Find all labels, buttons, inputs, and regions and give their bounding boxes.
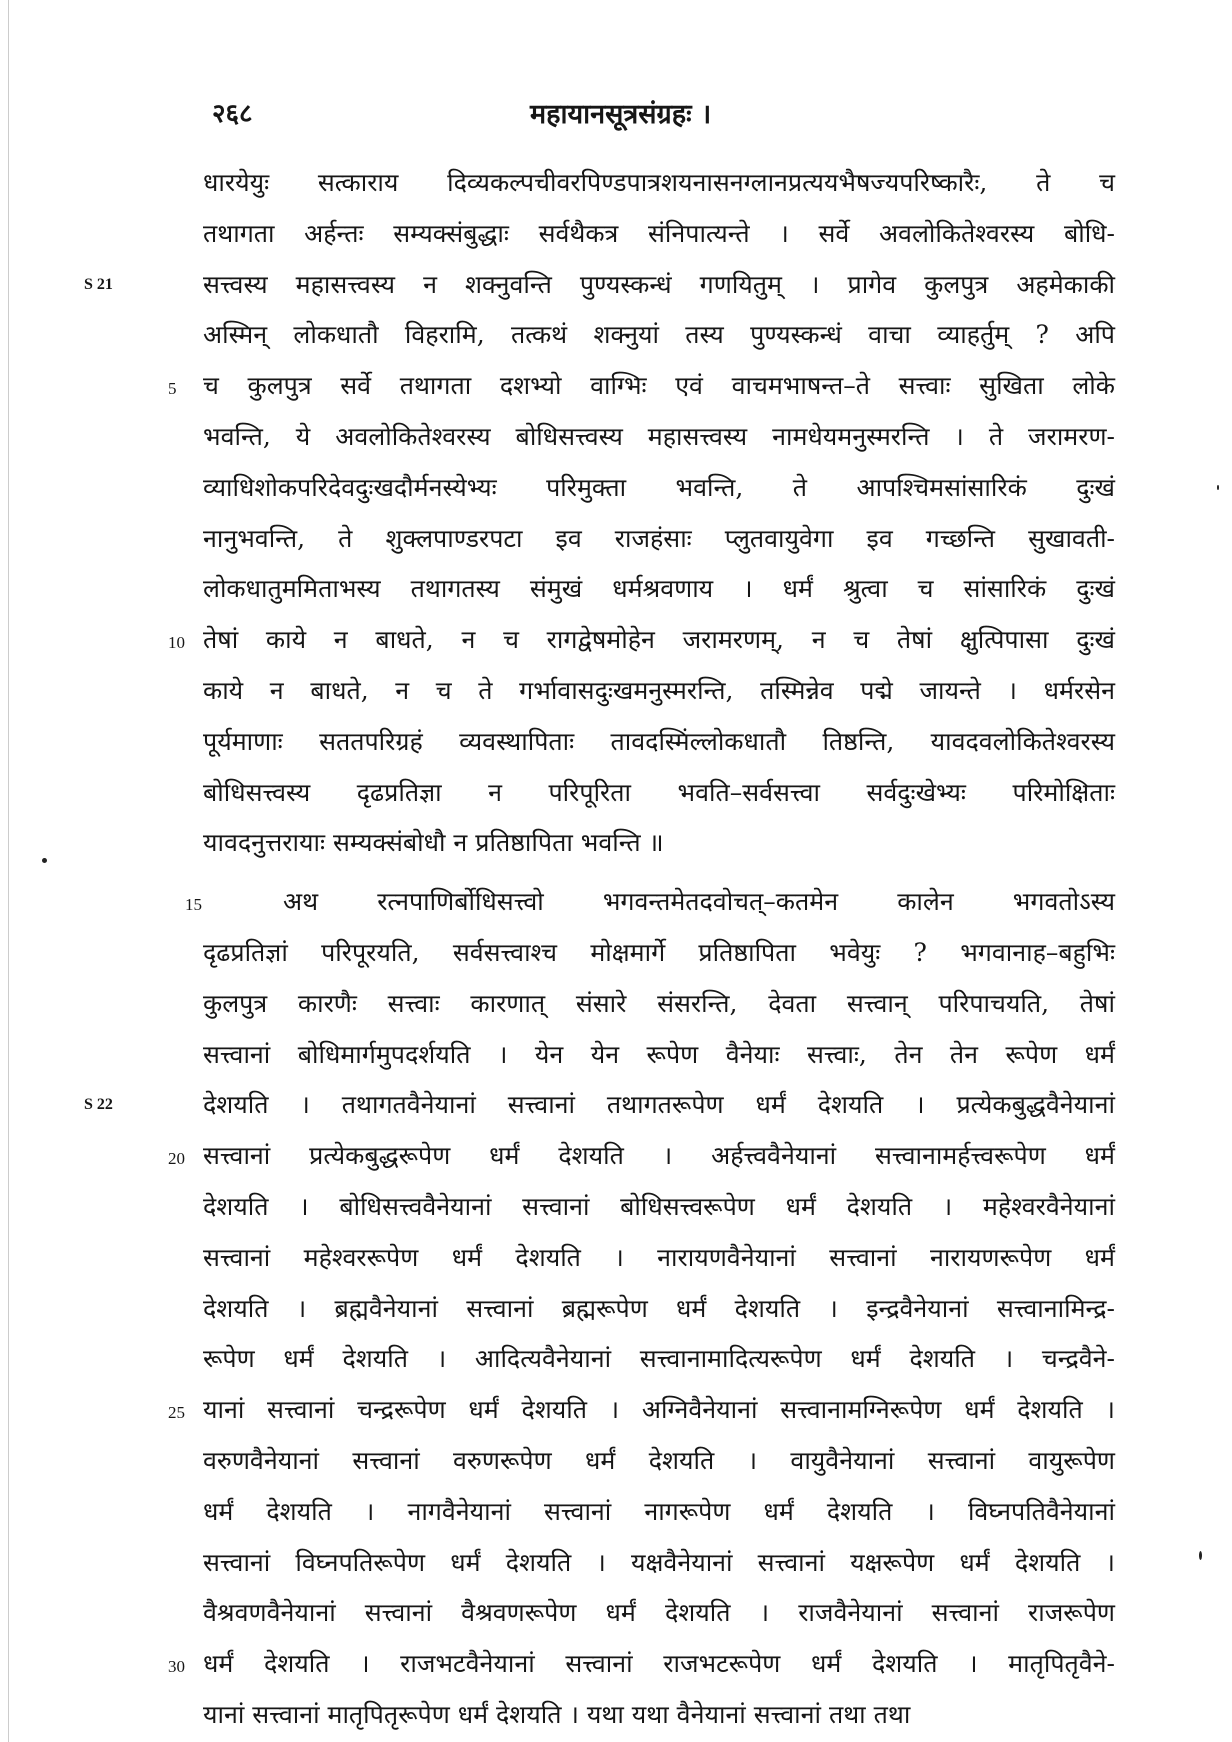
- text-line: धारयेयुः सत्काराय दिव्यकल्पचीवरपिण्डपात्रशयनासनग्लानप्रत्ययभैषज्यपरिष्कारैः, ते च: [203, 168, 1115, 197]
- text-line: देशयति । बोधिसत्त्ववैनेयानां सत्त्वानां बोधिसत्त्वरूपेण धर्मं देशयति । महेश्वरवैनेयानां: [203, 1192, 1115, 1221]
- scan-speck: [1217, 485, 1219, 490]
- text-line: वैश्रवणवैनेयानां सत्त्वानां वैश्रवणरूपेण धर्मं देशयति । राजवैनेयानां सत्त्वानां राजरूपेण: [203, 1598, 1115, 1628]
- text-line: तेषां काये न बाधते, न च रागद्वेषमोहेन जरामरणम्, न च तेषां क्षुत्पिपासा दुःखं: [203, 625, 1115, 655]
- text-line: सत्त्वानां महेश्वररूपेण धर्मं देशयति । नारायणवैनेयानां सत्त्वानां नारायणरूपेण धर्मं: [203, 1242, 1115, 1272]
- text-line: अस्मिन् लोकधातौ विहरामि, तत्कथं शक्नुयां तस्य पुण्यस्कन्धं वाचा व्याहर्तुम् ? अपि: [203, 320, 1115, 350]
- line-number: 20: [168, 1149, 185, 1169]
- text-line: वरुणवैनेयानां सत्त्वानां वरुणरूपेण धर्मं देशयति । वायुवैनेयानां सत्त्वानां वायुरूपेण: [203, 1446, 1115, 1475]
- text-line: नानुभवन्ति, ते शुक्लपाण्डरपटा इव राजहंसाः प्लुतवायुवेगा इव गच्छन्ति सुखावती-: [203, 523, 1115, 553]
- line-number: 30: [168, 1657, 185, 1677]
- text-line: सत्त्वानां प्रत्येकबुद्धरूपेण धर्मं देशयति । अर्हत्त्ववैनेयानां सत्त्वानामर्हत्त्वरूपेण धर्मं: [203, 1141, 1115, 1171]
- line-number: 10: [168, 633, 185, 653]
- running-title: महायानसूत्रसंग्रहः ।: [530, 99, 712, 130]
- text-line: पूर्यमाणाः सततपरिग्रहं व्यवस्थापिताः तावदस्मिंल्लोकधातौ तिष्ठन्ति, यावदवलोकितेश्वरस्य: [203, 726, 1115, 756]
- text-line: यानां सत्त्वानां मातृपितृरूपेण धर्मं देशयति । यथा यथा वैनेयानां सत्त्वानां तथा तथा: [203, 1700, 911, 1729]
- page-number: २६८: [212, 99, 253, 129]
- section-reference: S 22: [84, 1096, 113, 1114]
- text-line: तथागता अर्हन्तः सम्यक्संबुद्धाः सर्वथैकत्र संनिपात्यन्ते । सर्वे अवलोकितेश्वरस्य बोधि-: [203, 218, 1115, 248]
- text-line: देशयति । ब्रह्मवैनेयानां सत्त्वानां ब्रह्मरूपेण धर्मं देशयति । इन्द्रवैनेयानां सत्त्वानामिन्द्र-: [203, 1293, 1115, 1323]
- scan-speck: [1199, 1551, 1202, 1560]
- text-line: सत्त्वानां बोधिमार्गमुपदर्शयति । येन येन रूपेण वैनेयाः सत्त्वाः, तेन तेन रूपेण धर्मं: [203, 1039, 1115, 1069]
- scan-edge-line: [8, 0, 9, 1742]
- text-line: सत्त्वस्य महासत्त्वस्य न शक्नुवन्ति पुण्यस्कन्धं गणयितुम् । प्रागेव कुलपुत्र अहमेकाकी: [203, 269, 1115, 299]
- scan-speck: [42, 858, 47, 863]
- line-number: 5: [168, 379, 177, 399]
- text-line: बोधिसत्त्वस्य दृढप्रतिज्ञा न परिपूरिता भवति–सर्वसत्त्वा सर्वदुःखेभ्यः परिमोक्षिताः: [203, 777, 1115, 807]
- text-line: धर्मं देशयति । राजभटवैनेयानां सत्त्वानां राजभटरूपेण धर्मं देशयति । मातृपितृवैने-: [203, 1649, 1115, 1679]
- text-line: यावदनुत्तरायाः सम्यक्संबोधौ न प्रतिष्ठापिता भवन्ति ॥: [203, 828, 664, 858]
- line-number: 25: [168, 1403, 185, 1423]
- text-line: अथ रत्नपाणिर्बोधिसत्त्वो भगवन्तमेतदवोचत्–कतमेन कालेन भगवतोऽस्य: [283, 887, 1115, 917]
- line-number: 15: [185, 895, 202, 915]
- text-line: च कुलपुत्र सर्वे तथागता दशभ्यो वाग्भिः एवं वाचमभाषन्त–ते सत्त्वाः सुखिता लोके: [203, 371, 1115, 401]
- text-line: कुलपुत्र कारणैः सत्त्वाः कारणात् संसारे संसरन्ति, देवता सत्त्वान् परिपाचयति, तेषां: [203, 988, 1115, 1018]
- text-line: लोकधातुममिताभस्य तथागतस्य संमुखं धर्मश्रवणाय । धर्मं श्रुत्वा च सांसारिकं दुःखं: [203, 574, 1115, 604]
- text-line: धर्मं देशयति । नागवैनेयानां सत्त्वानां नागरूपेण धर्मं देशयति । विघ्नपतिवैनेयानां: [203, 1496, 1115, 1526]
- text-line: व्याधिशोकपरिदेवदुःखदौर्मनस्येभ्यः परिमुक्ता भवन्ति, ते आपश्चिमसांसारिकं दुःखं: [203, 472, 1115, 502]
- text-line: सत्त्वानां विघ्नपतिरूपेण धर्मं देशयति । यक्षवैनेयानां सत्त्वानां यक्षरूपेण धर्मं देशयति ।: [203, 1547, 1115, 1577]
- text-line: देशयति । तथागतवैनेयानां सत्त्वानां तथागतरूपेण धर्मं देशयति । प्रत्येकबुद्धवैनेयानां: [203, 1090, 1115, 1120]
- section-reference: S 21: [84, 275, 113, 293]
- text-line: यानां सत्त्वानां चन्द्ररूपेण धर्मं देशयति । अग्निवैनेयानां सत्त्वानामग्निरूपेण धर्मं देशयति ।: [203, 1395, 1115, 1425]
- text-line: काये न बाधते, न च ते गर्भावासदुःखमनुस्मरन्ति, तस्मिन्नेव पद्मे जायन्ते । धर्मरसेन: [203, 676, 1115, 705]
- text-line: दृढप्रतिज्ञां परिपूरयति, सर्वसत्त्वाश्च मोक्षमार्गे प्रतिष्ठापिता भवेयुः ? भगवानाह–बहुभिः: [203, 938, 1115, 967]
- text-line: भवन्ति, ये अवलोकितेश्वरस्य बोधिसत्त्वस्य महासत्त्वस्य नामधेयमनुस्मरन्ति । ते जरामरण-: [203, 422, 1115, 451]
- text-line: रूपेण धर्मं देशयति । आदित्यवैनेयानां सत्त्वानामादित्यरूपेण धर्मं देशयति । चन्द्रवैने-: [203, 1344, 1115, 1374]
